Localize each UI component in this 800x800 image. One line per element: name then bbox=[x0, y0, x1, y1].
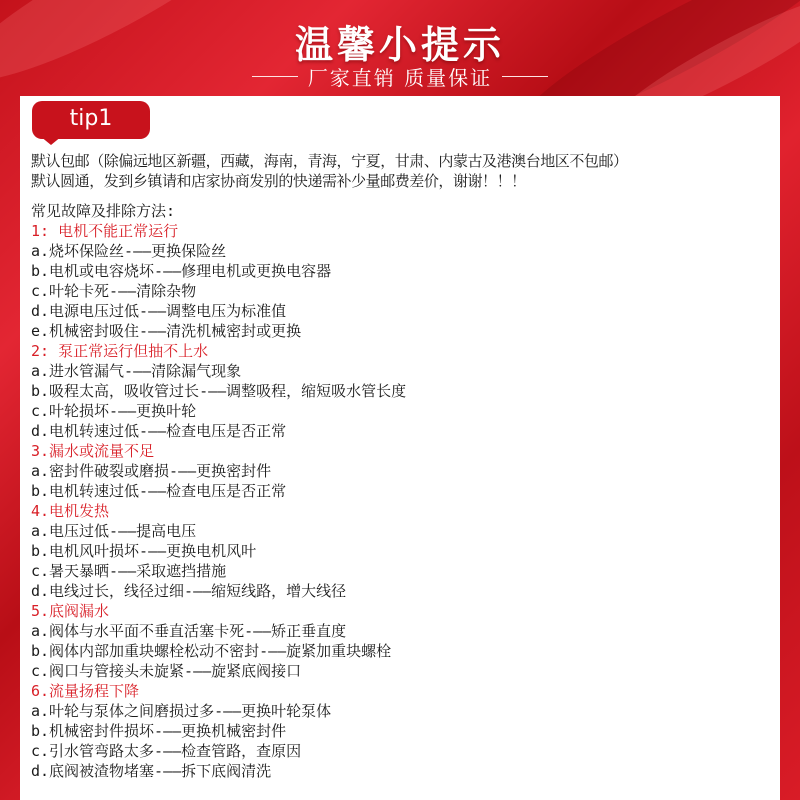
fault-item: d.电线过长，线径过细-——缩短线路，增大线径 bbox=[31, 582, 347, 600]
spacer bbox=[31, 191, 777, 201]
fault-item: a.进水管漏气-——清除漏气现象 bbox=[31, 362, 242, 380]
fault-item: c.暑天暴晒-——采取遮挡措施 bbox=[31, 562, 227, 580]
shipping-notice-line: 默认包邮（除偏远地区新疆，西藏，海南，青海，宁夏，甘肃、内蒙古及港澳台地区不包邮） bbox=[31, 152, 628, 170]
page-title: 温馨小提示 bbox=[294, 23, 505, 67]
fault-item: c.叶轮损坏-——更换叶轮 bbox=[31, 402, 197, 420]
fault-item: a.电压过低-——提高电压 bbox=[31, 522, 197, 540]
fault-item: c.阀口与管接头未旋紧-——旋紧底阀接口 bbox=[31, 662, 302, 680]
notice-card bbox=[20, 96, 780, 800]
fault-item: b.电机转速过低-——检查电压是否正常 bbox=[31, 482, 287, 500]
fault-item: e.机械密封吸住-——清洗机械密封或更换 bbox=[31, 322, 302, 340]
fault-item: b.电机风叶损坏-——更换电机风叶 bbox=[31, 542, 257, 560]
fault-item: a.密封件破裂或磨损-——更换密封件 bbox=[31, 462, 272, 480]
section-title: 4.电机发热 bbox=[31, 502, 110, 520]
fault-item: b.机械密封件损坏-——更换机械密封件 bbox=[31, 722, 287, 740]
fault-item: c.叶轮卡死-——清除杂物 bbox=[31, 282, 197, 300]
fault-item: b.阀体内部加重块螺栓松动不密封-——旋紧加重块螺栓 bbox=[31, 642, 392, 660]
section-title: 5.底阀漏水 bbox=[31, 602, 110, 620]
section-title: 2: 泵正常运行但抽不上水 bbox=[31, 342, 209, 360]
fault-item: b.吸程太高，吸收管过长-——调整吸程，缩短吸水管长度 bbox=[31, 382, 407, 400]
tip-badge: tip1 bbox=[32, 101, 150, 139]
section-title: 3.漏水或流量不足 bbox=[31, 442, 155, 460]
section-title: 1: 电机不能正常运行 bbox=[31, 222, 179, 240]
card-content bbox=[31, 151, 777, 781]
subtitle-row bbox=[0, 62, 800, 90]
subtitle-divider-right bbox=[502, 76, 548, 77]
fault-item: b.电机或电容烧坏-——修理电机或更换电容器 bbox=[31, 262, 332, 280]
fault-item: d.电机转速过低-——检查电压是否正常 bbox=[31, 422, 287, 440]
courier-notice-line: 默认圆通，发到乡镇请和店家协商发别的快递需补少量邮费差价，谢谢！！！ bbox=[31, 172, 526, 190]
fault-item: d.底阀被渣物堵塞-——拆下底阀清洗 bbox=[31, 762, 272, 780]
fault-item: d.电源电压过低-——调整电压为标准值 bbox=[31, 302, 287, 320]
tip-badge-pointer bbox=[40, 136, 62, 145]
subtitle-divider-left bbox=[252, 76, 298, 77]
page-subtitle: 厂家直销 质量保证 bbox=[307, 65, 493, 90]
fault-item: a.阀体与水平面不垂直活塞卡死-——矫正垂直度 bbox=[31, 622, 347, 640]
faults-heading: 常见故障及排除方法: bbox=[31, 202, 176, 220]
fault-item: c.引水管弯路太多-——检查管路，查原因 bbox=[31, 742, 302, 760]
fault-item: a.烧坏保险丝-——更换保险丝 bbox=[31, 242, 227, 260]
fault-item: a.叶轮与泵体之间磨损过多-——更换叶轮泵体 bbox=[31, 702, 332, 720]
section-title: 6.流量扬程下降 bbox=[31, 682, 140, 700]
